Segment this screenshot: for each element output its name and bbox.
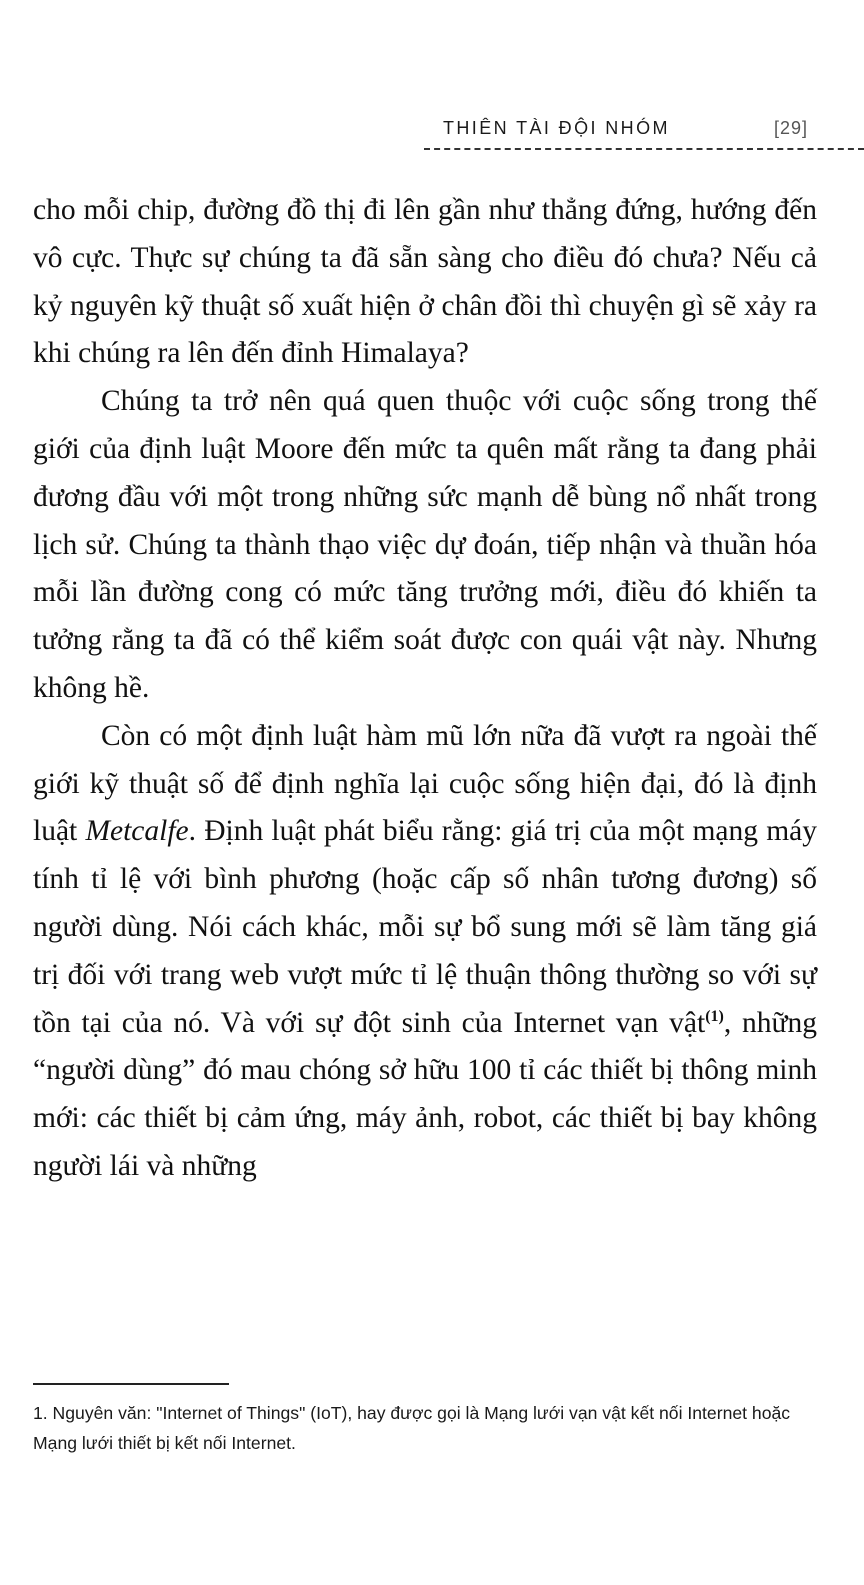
paragraph-3-text-b: . Định luật phát biểu rằng: giá trị của một mạng máy tính tỉ lệ với bình phương (hoặc cấp số nhân tương đương) số người dùng. Nói cách khác, mỗi sự bổ sung mới sẽ làm tăng giá trị đối với trang web vượt mức tỉ lệ thuận thông thường so với sự tồn tại của nó. Và với sự đột sinh của Internet vạn vật [33, 815, 817, 1039]
paragraph-3-text-c: , những “người dùng” đó mau chóng sở hữu 100 tỉ các thiết bị thông minh mới: các thiết bị cảm ứng, máy ảnh, robot, các thiết bị bay không người lái và những [33, 1006, 817, 1182]
footnote-divider [33, 1383, 229, 1385]
body-text [33, 187, 817, 1191]
page-number: [29] [774, 118, 809, 138]
chapter-title: THIÊN TÀI ĐỘI NHÓM [443, 118, 670, 138]
footnote: 1. Nguyên văn: "Internet of Things" (IoT), hay được gọi là Mạng lưới vạn vật kết nối Internet hoặc Mạng lưới thiết bị kết nối Internet. [33, 1403, 791, 1453]
running-header [424, 118, 864, 150]
paragraph-3-text-a: Còn có một định luật hàm mũ lớn nữa đã vượt ra ngoài thế giới kỹ thuật số để định nghĩa lại cuộc sống hiện đại, đó là định luật [33, 719, 817, 848]
footnote-reference[interactable]: (1) [705, 1007, 724, 1025]
paragraph-1: cho mỗi chip, đường đồ thị đi lên gần như thẳng đứng, hướng đến vô cực. Thực sự chúng ta đã sẵn sàng cho điều đó chưa? Nếu cả kỷ nguyên kỹ thuật số xuất hiện ở chân đồi thì chuyện gì sẽ xảy ra khi chúng ra lên đến đỉnh Himalaya? [33, 194, 817, 370]
paragraph-3 [33, 713, 817, 1191]
paragraph-2: Chúng ta trở nên quá quen thuộc với cuộc sống trong thế giới của định luật Moore đến mức ta quên mất rằng ta đang phải đương đầu với một trong những sức mạnh dễ bùng nổ nhất trong lịch sử. Chúng ta thành thạo việc dự đoán, tiếp nhận và thuần hóa mỗi lần đường cong có mức tăng trưởng mới, điều đó khiến ta tưởng rằng ta đã có thể kiểm soát được con quái vật này. Nhưng không hề. [33, 385, 817, 704]
metcalfe-term: Metcalfe [85, 815, 189, 848]
